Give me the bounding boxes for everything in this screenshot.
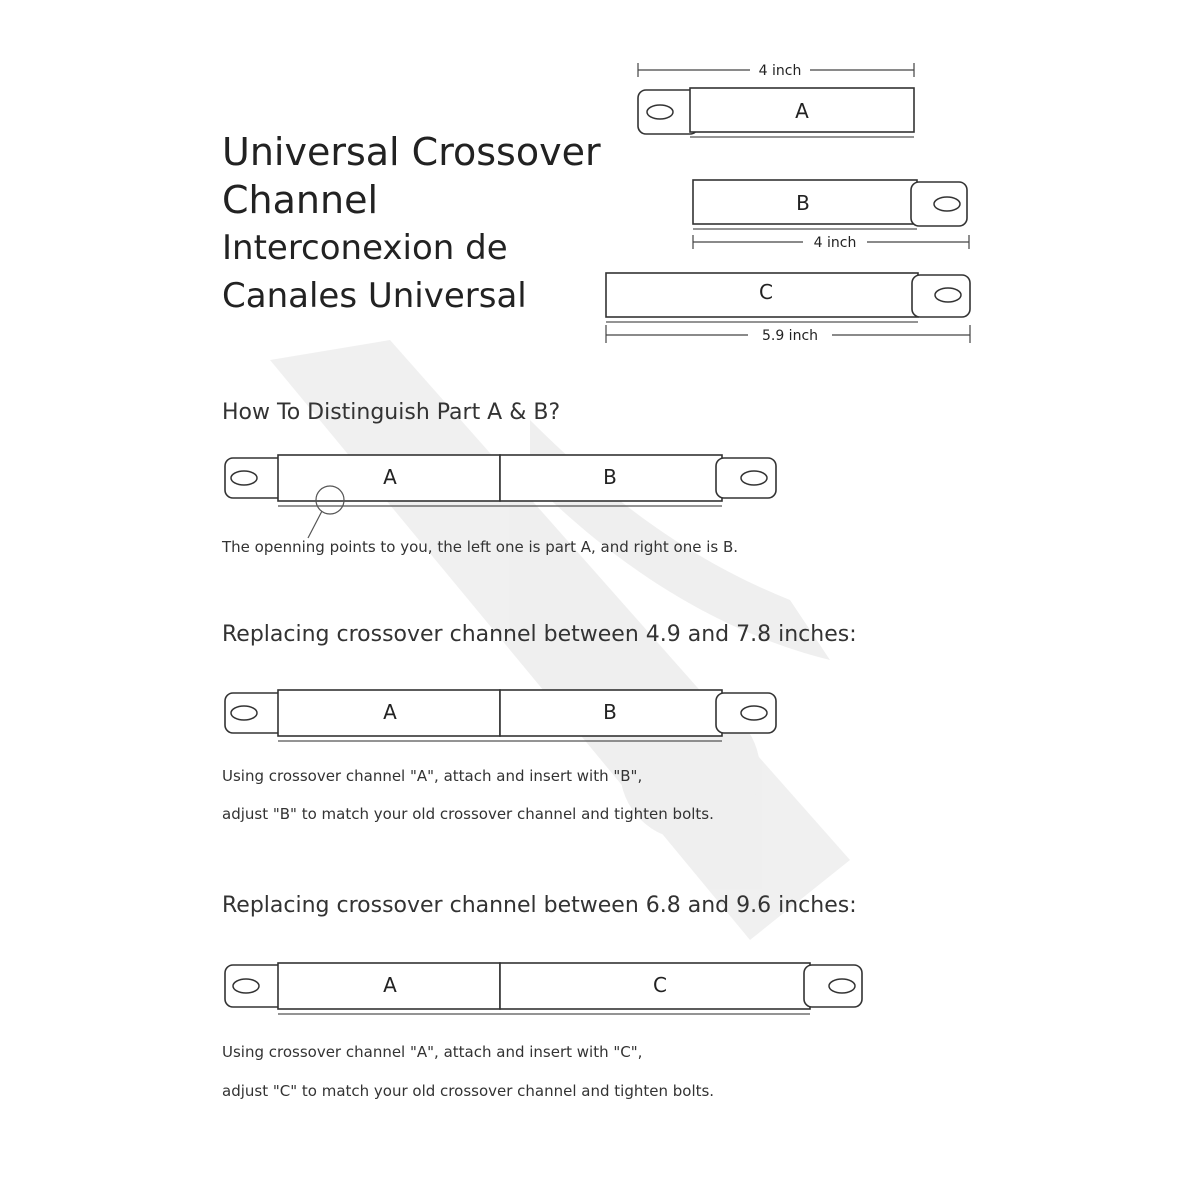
title-line-1: Universal Crossover [222, 130, 601, 174]
part-a-diagram [630, 55, 930, 150]
replace-ab-label-right: B [603, 700, 617, 724]
replace-ac-diagram [220, 955, 880, 1025]
replace-ab-label-left: A [383, 700, 397, 724]
replace-ac-caption-line-1: Using crossover channel "A", attach and insert with "C", [222, 1043, 643, 1061]
distinguish-label-left: A [383, 465, 397, 489]
distinguish-label-right: B [603, 465, 617, 489]
replace-ab-caption-line-1: Using crossover channel "A", attach and insert with "B", [222, 767, 643, 785]
part-c-diagram [598, 265, 983, 350]
part-c-dimension: 5.9 inch [761, 328, 819, 344]
part-b-diagram [685, 172, 985, 257]
replace-ab-diagram [220, 683, 790, 753]
replace-ab-caption-line-2: adjust "B" to match your old crossover channel and tighten bolts. [222, 805, 714, 823]
part-a-dimension: 4 inch [758, 63, 802, 79]
part-b-label: B [796, 191, 810, 215]
replace-ac-label-right: C [653, 973, 667, 997]
replace-ac-caption-line-2: adjust "C" to match your old crossover channel and tighten bolts. [222, 1082, 715, 1100]
title-line-2: Channel [222, 178, 379, 222]
distinguish-caption: The openning points to you, the left one is part A, and right one is B. [222, 538, 739, 556]
title-line-3: Interconexion de [222, 228, 508, 268]
part-a-label: A [795, 99, 809, 123]
replace-ab-heading: Replacing crossover channel between 4.9 and 7.8 inches: [222, 622, 857, 647]
part-b-dimension: 4 inch [813, 235, 857, 251]
replace-ac-label-left: A [383, 973, 397, 997]
title-line-4: Canales Universal [222, 276, 527, 316]
replace-ac-heading: Replacing crossover channel between 6.8 and 9.6 inches: [222, 893, 857, 918]
distinguish-diagram [220, 448, 790, 543]
distinguish-heading: How To Distinguish Part A & B? [222, 400, 561, 425]
part-c-label: C [759, 280, 773, 304]
